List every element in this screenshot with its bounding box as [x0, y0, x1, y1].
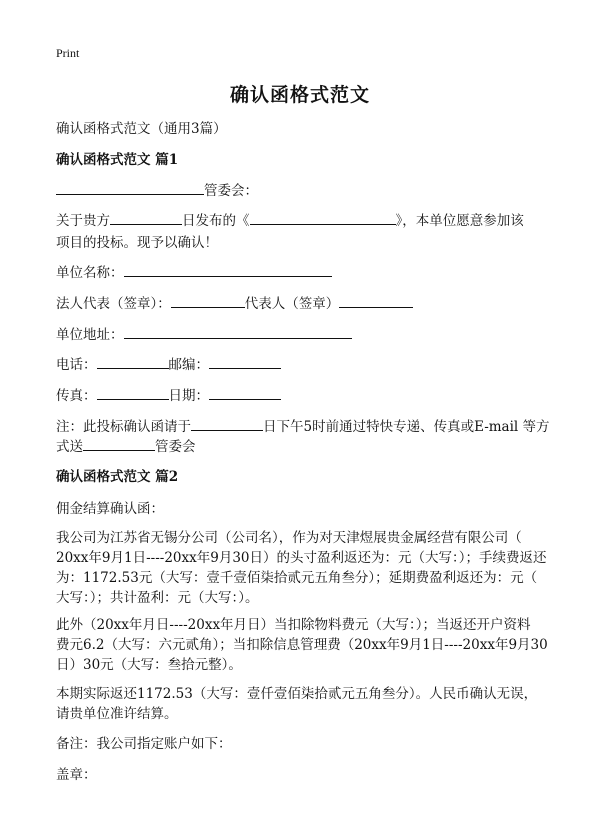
agent-label: 代表人（签章） [244, 296, 340, 312]
section1-heading: 确认函格式范文 篇1 [56, 152, 179, 168]
addressee-label: 管委会： [204, 183, 258, 199]
para2-line1: 此外（20xx年月日----20xx年月日）当扣除物料费元（大写：）；当返还开户资料 [56, 617, 531, 633]
blank-field [339, 293, 413, 308]
unit-name-label: 单位名称： [56, 265, 124, 281]
para2-line3: 日）30元（大写：叁拾元整）。 [56, 657, 242, 673]
blank-field [124, 262, 332, 277]
legal-rep-label: 法人代表（签章）： [56, 296, 171, 312]
para1-line2: 20xx年9月1日----20xx年9月30日）的头寸盈利返还为：元（大写：）；手续费返还 [56, 550, 547, 566]
addressee-line [56, 180, 556, 202]
confirm-paragraph-line2: 项目的投标。现予以确认！ [56, 235, 218, 251]
unit-name-line [56, 262, 556, 284]
text-span: 式送 [56, 439, 83, 455]
date-label: 日期： [168, 388, 209, 404]
seal-line: 盖章： [56, 767, 97, 783]
blank-field [209, 354, 281, 369]
blank-field [191, 416, 263, 431]
blank-field [209, 385, 281, 400]
section2-heading: 确认函格式范文 篇2 [56, 469, 179, 485]
phone-label: 电话： [56, 357, 97, 373]
blank-field [97, 354, 169, 369]
blank-field [97, 385, 169, 400]
subject-line: 佣金结算确认函： [56, 501, 164, 517]
fax-line [56, 385, 556, 407]
text-span: 关于贵方 [56, 213, 110, 229]
phone-line [56, 354, 556, 376]
text-span: 日下午5时前通过特快专递、传真或E-mail 等方 [263, 419, 550, 435]
blank-field [56, 180, 204, 195]
para3-line1: 本期实际返还1172.53（大写：壹仟壹佰柒拾贰元五角叁分）。人民币确认无误， [56, 686, 538, 702]
blank-field [110, 210, 182, 225]
text-span: 管委会 [155, 439, 196, 455]
page-title: 确认函格式范文 [229, 84, 370, 106]
intro-line: 确认函格式范文（通用3篇） [56, 121, 227, 137]
print-label[interactable]: Print [56, 46, 80, 60]
note-line2 [56, 436, 556, 458]
remark-line: 备注：我公司指定账户如下： [56, 736, 232, 752]
confirm-paragraph-line1 [56, 210, 556, 232]
blank-field [83, 436, 155, 451]
para1-line3: 为：1172.53元（大写：壹千壹佰柒拾贰元五角叁分）；延期费盈利返还为：元（ [56, 570, 538, 586]
text-span: 》，本单位愿意参加该 [395, 213, 524, 229]
text-span: 日发布的《 [182, 213, 250, 229]
note-line1 [56, 416, 556, 438]
blank-field [171, 293, 245, 308]
text-span: 注：此投标确认函请于 [56, 419, 191, 435]
para3-line2: 请贵单位准许结算。 [56, 706, 178, 722]
para1-line1: 我公司为江苏省无锡分公司（公司名），作为对天津煜展贵金属经营有限公司（ [56, 530, 522, 546]
para1-line4: 大写：）；共计盈利：元（大写：）。 [56, 590, 259, 606]
address-label: 单位地址： [56, 327, 124, 343]
blank-field [250, 210, 396, 225]
signature-line [56, 293, 556, 315]
address-line [56, 324, 556, 346]
blank-field [124, 324, 352, 339]
postcode-label: 邮编： [168, 357, 209, 373]
para2-line2: 费元6.2（大写：六元贰角）；当扣除信息管理费（20xx年9月1日----20xx年9月30 [56, 637, 548, 653]
fax-label: 传真： [56, 388, 97, 404]
